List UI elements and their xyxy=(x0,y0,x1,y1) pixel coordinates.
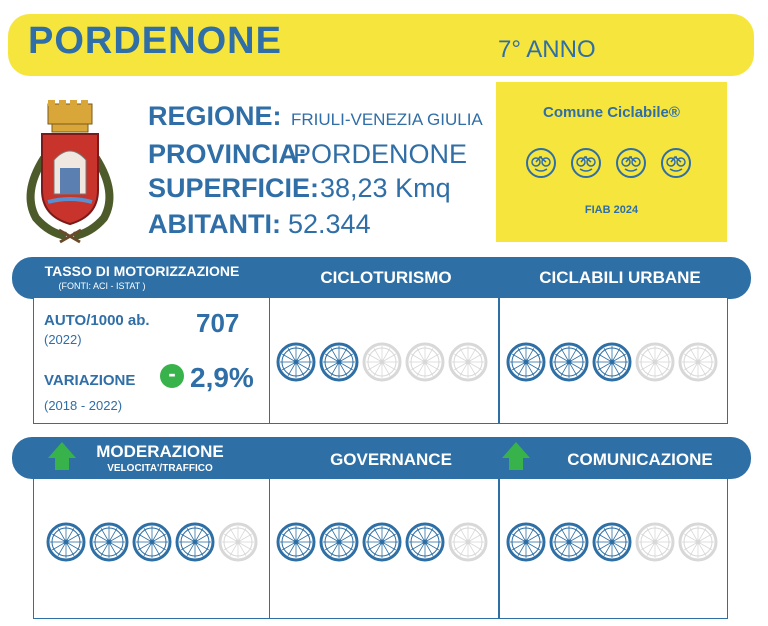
comunicazione-trend-up-icon xyxy=(502,442,530,458)
bike-smile-icon xyxy=(616,148,646,178)
inhabitants-label: ABITANTI: xyxy=(148,209,281,239)
province-label: PROVINCIA: xyxy=(148,139,308,169)
moderazione-trend-up-icon xyxy=(48,442,76,458)
year-label: 7° ANNO xyxy=(498,36,596,63)
badge-title: Comune Ciclabile® xyxy=(543,104,680,121)
wheel-filled-icon xyxy=(549,342,589,382)
variation-years: (2018 - 2022) xyxy=(44,398,123,413)
wheel-filled-icon xyxy=(89,522,129,562)
auto-year: (2022) xyxy=(44,332,82,347)
bike-smile-icon xyxy=(571,148,601,178)
wheel-filled-icon xyxy=(405,522,445,562)
bike-smile-icon xyxy=(526,148,556,178)
comunicazione-trend-up-icon-stem xyxy=(509,458,523,470)
wheel-filled-icon xyxy=(506,342,546,382)
area-label: SUPERFICIE: xyxy=(148,173,320,203)
motorization-source: (FONTI: ACI - ISTAT ) xyxy=(58,281,146,291)
moderazione-trend-up-icon-stem xyxy=(55,458,69,470)
governance-title: GOVERNANCE xyxy=(330,450,452,469)
wheel-filled-icon xyxy=(549,522,589,562)
wheel-empty-icon xyxy=(678,342,718,382)
moderazione-title: MODERAZIONE xyxy=(96,442,224,461)
variation-sign: - xyxy=(160,364,184,388)
comune-ciclabile-badge xyxy=(496,82,727,242)
province-value: PORDENONE xyxy=(293,139,468,169)
wheel-filled-icon xyxy=(362,522,402,562)
wheel-filled-icon xyxy=(319,342,359,382)
wheel-empty-icon xyxy=(448,522,488,562)
ciclabili-urbane-title: CICLABILI URBANE xyxy=(539,268,701,287)
variation-label: VARIAZIONE xyxy=(44,372,136,389)
wheel-empty-icon xyxy=(635,342,675,382)
wheel-empty-icon xyxy=(448,342,488,382)
ciclabili-urbane-rating xyxy=(506,342,726,384)
wheel-empty-icon xyxy=(362,342,402,382)
comunicazione-rating xyxy=(506,522,726,564)
wheel-empty-icon xyxy=(678,522,718,562)
auto-value: 707 xyxy=(196,308,240,338)
region-label: REGIONE: xyxy=(148,101,282,131)
wheel-filled-icon xyxy=(276,522,316,562)
wheel-filled-icon xyxy=(506,522,546,562)
auto-label: AUTO/1000 ab. xyxy=(44,312,150,329)
moderazione-subtitle: VELOCITA'/TRAFFICO xyxy=(107,463,213,474)
governance-rating xyxy=(276,522,496,564)
wheel-empty-icon xyxy=(635,522,675,562)
moderazione-rating xyxy=(46,522,266,564)
badge-bikes xyxy=(496,144,727,184)
wheel-filled-icon xyxy=(276,342,316,382)
wheel-filled-icon xyxy=(592,522,632,562)
wheel-empty-icon xyxy=(405,342,445,382)
wheel-filled-icon xyxy=(46,522,86,562)
region-value: FRIULI-VENEZIA GIULIA xyxy=(291,110,483,129)
city-name: PORDENONE xyxy=(28,20,282,62)
inhabitants-value: 52.344 xyxy=(288,209,371,239)
badge-year: FIAB 2024 xyxy=(584,204,639,216)
wheel-filled-icon xyxy=(175,522,215,562)
cicloturismo-rating xyxy=(276,342,496,384)
wheel-filled-icon xyxy=(592,342,632,382)
area-value: 38,23 Kmq xyxy=(320,173,451,203)
bike-smile-icon xyxy=(661,148,691,178)
wheel-empty-icon xyxy=(218,522,258,562)
comunicazione-title: COMUNICAZIONE xyxy=(567,450,713,469)
wheel-filled-icon xyxy=(319,522,359,562)
coat-of-arms-icon xyxy=(14,98,126,246)
variation-value: 2,9% xyxy=(190,362,254,393)
motorization-title: TASSO DI MOTORIZZAZIONE xyxy=(44,263,240,279)
cicloturismo-title: CICLOTURISMO xyxy=(320,268,452,287)
wheel-filled-icon xyxy=(132,522,172,562)
